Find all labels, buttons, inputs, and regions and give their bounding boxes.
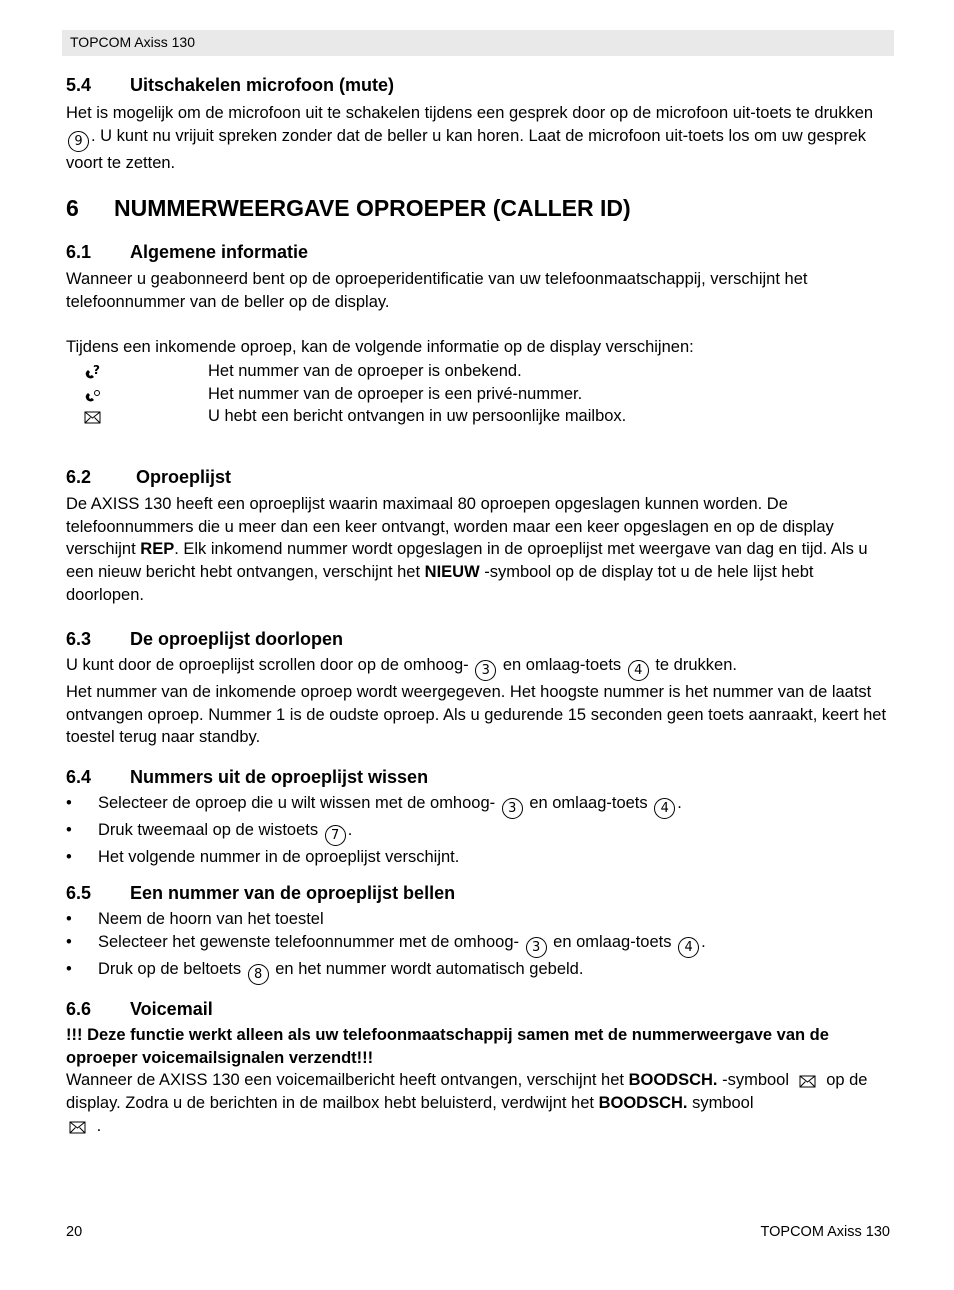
paragraph: Het is mogelijk om de microfoon uit te schakelen tijdens een gesprek door op de microfoon uit-toets te drukken 9 . U kunt nu vrijuit spreken zonder dat de beller u kan horen. Laat de microfoon uit-toets los om uw gesprek voort te zetten. xyxy=(66,104,874,172)
bullet-list xyxy=(66,792,894,869)
envelope-icon xyxy=(798,1073,818,1089)
section-6-3 xyxy=(66,628,894,749)
bullet-list xyxy=(66,908,894,985)
key-4-icon: 4 xyxy=(678,937,699,958)
legend-row: Het nummer van de oproeper is een privé-nummer. xyxy=(66,383,894,406)
list-item: • Druk tweemaal op de wistoets 7 . xyxy=(66,819,894,846)
list-item: • Selecteer de oproep die u wilt wissen met de omhoog- 3 en omlaag-toets 4 . xyxy=(66,792,894,819)
section-5-4 xyxy=(66,74,894,174)
section-heading: 6.4 Nummers uit de oproeplijst wissen xyxy=(66,767,429,787)
unknown-caller-icon xyxy=(82,363,104,381)
section-6-1 xyxy=(66,241,894,428)
chapter-6-heading: 6 NUMMERWEERGAVE OPROEPER (CALLER ID) xyxy=(66,195,631,221)
footer-title: TOPCOM Axiss 130 xyxy=(760,1224,890,1240)
icon-legend xyxy=(66,360,894,428)
paragraph: Wanneer de AXISS 130 een voicemailbericht heeft ontvangen, verschijnt het BOODSCH. -symbool op de display. Zodra u de berichten in de mailbox hebt beluisterd, verdwijnt het BOODSCH. symbool . xyxy=(66,1071,868,1135)
private-number-icon xyxy=(82,386,104,404)
paragraph: Het nummer van de inkomende oproep wordt weergegeven. Het hoogste nummer is het nummer van de laatst ontvangen oproep. Nummer 1 is de oudste oproep. Als u gedurende 15 seconden geen toets aanraakt, keert het toestel terug naar standby. xyxy=(66,683,887,747)
paragraph: Wanneer u geabonneerd bent op de oproeperidentificatie van uw telefoonmaatschappij, verschijnt het telefoonnummer van de beller op de display. xyxy=(66,270,808,311)
envelope-icon xyxy=(68,1119,88,1135)
key-7-icon: 7 xyxy=(325,825,346,846)
legend-row: ? Het nummer van de oproeper is onbekend. xyxy=(66,360,894,383)
list-item: • Selecteer het gewenste telefoonnummer met de omhoog- 3 en omlaag-toets 4 . xyxy=(66,931,894,958)
key-3-icon: 3 xyxy=(502,798,523,819)
list-item: • Druk op de beltoets 8 en het nummer wordt automatisch gebeld. xyxy=(66,958,894,985)
page-number: 20 xyxy=(66,1224,83,1240)
section-heading: 6.5 Een nummer van de oproeplijst bellen xyxy=(66,883,456,903)
warning-text: !!! Deze functie werkt alleen als uw telefoonmaatschappij samen met de nummerweergave van de oproeper voicemailsignalen verzendt!!! xyxy=(66,1026,829,1067)
key-3-icon: 3 xyxy=(526,937,547,958)
section-6-4 xyxy=(66,766,894,869)
key-3-icon: 3 xyxy=(475,660,496,681)
list-item: • Het volgende nummer in de oproeplijst verschijnt. xyxy=(66,846,894,869)
key-4-icon: 4 xyxy=(628,660,649,681)
paragraph: De AXISS 130 heeft een oproeplijst waarin maximaal 80 oproepen opgeslagen kunnen worden. De telefoonnummers die u meer dan een keer ontvangt, worden maar een keer opgeslagen en op de display verschijnt REP. Elk inkomend nummer wordt opgeslagen in de oproeplijst met weergave van dag en tijd. Als u een nieuw bericht hebt ontvangen, verschijnt het NIEUW -symbool op de display tot u de hele lijst hebt doorlopen. xyxy=(66,495,868,604)
section-heading: 6.1 Algemene informatie xyxy=(66,242,309,262)
paragraph: U kunt door de oproeplijst scrollen door op de omhoog- 3 en omlaag-toets 4 te drukken. xyxy=(66,654,894,681)
paragraph: Tijdens een inkomende oproep, kan de volgende informatie op de display verschijnen: xyxy=(66,338,694,357)
section-6-6 xyxy=(66,998,894,1138)
section-6-2 xyxy=(66,466,894,607)
running-header xyxy=(62,30,894,56)
key-4-icon: 4 xyxy=(654,798,675,819)
envelope-icon xyxy=(82,408,104,426)
section-heading: 5.4 Uitschakelen microfoon (mute) xyxy=(66,75,395,95)
header-title: TOPCOM Axiss 130 xyxy=(70,34,196,50)
legend-row: U hebt een bericht ontvangen in uw persoonlijke mailbox. xyxy=(66,405,894,428)
section-heading: 6.2 Oproeplijst xyxy=(66,467,232,487)
list-item: • Neem de hoorn van het toestel xyxy=(66,908,894,931)
svg-text:?: ? xyxy=(93,363,100,378)
section-heading: 6.6 Voicemail xyxy=(66,999,213,1019)
section-6-5 xyxy=(66,882,894,985)
key-8-icon: 8 xyxy=(248,964,269,985)
key-9-icon: 9 xyxy=(68,131,89,152)
section-heading: 6.3 De oproeplijst doorlopen xyxy=(66,629,344,649)
